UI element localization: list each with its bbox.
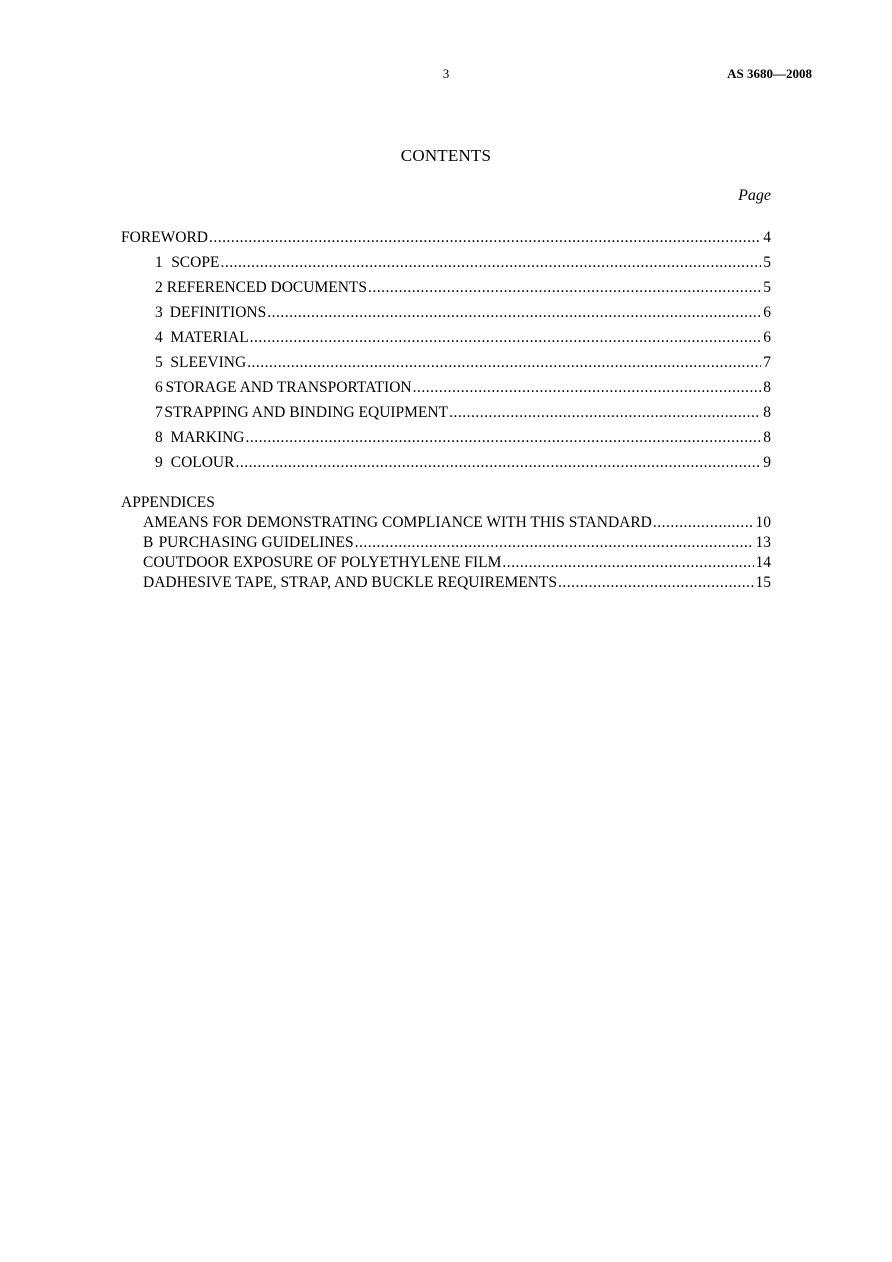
dot-leader bbox=[653, 513, 754, 533]
toc-entry-section[interactable] bbox=[155, 453, 771, 473]
toc-entry-title: STORAGE AND TRANSPORTATION bbox=[165, 379, 412, 396]
toc-entry-number: 1 bbox=[155, 254, 163, 271]
toc-entry-number: 2 bbox=[155, 279, 163, 296]
toc-entry-title: SLEEVING bbox=[170, 354, 247, 371]
page-column-label: Page bbox=[738, 187, 771, 204]
toc-entry-page: 13 bbox=[755, 534, 771, 551]
dot-leader bbox=[449, 403, 761, 423]
toc-entry-title: MEANS FOR DEMONSTRATING COMPLIANCE WITH THIS STANDARD bbox=[154, 514, 652, 531]
toc-entry-title: REFERENCED DOCUMENTS bbox=[166, 279, 367, 296]
toc-entry-number: 5 bbox=[155, 354, 163, 371]
toc-entry-number: 3 bbox=[155, 304, 163, 321]
dot-leader bbox=[558, 573, 754, 593]
toc-entry-letter: B bbox=[143, 534, 154, 551]
toc-entry-title: MARKING bbox=[170, 429, 245, 446]
toc-entry-title: DEFINITIONS bbox=[169, 304, 267, 321]
toc-entry-page: 6 bbox=[763, 329, 771, 346]
toc-entry-appendix[interactable] bbox=[143, 553, 771, 573]
dot-leader bbox=[355, 533, 754, 553]
toc-entry-title: FOREWORD bbox=[121, 229, 208, 246]
toc-entry-page: 14 bbox=[755, 554, 771, 571]
toc-entry-section[interactable] bbox=[155, 428, 771, 448]
toc-entry-section[interactable] bbox=[155, 303, 771, 323]
toc-entry-number: 8 bbox=[155, 429, 163, 446]
standard-number: AS 3680—2008 bbox=[727, 66, 812, 81]
toc-entry-letter: A bbox=[143, 514, 155, 531]
dot-leader bbox=[209, 228, 761, 248]
toc-entry-section[interactable] bbox=[155, 253, 771, 273]
toc-entry-section[interactable] bbox=[155, 378, 771, 398]
toc-entry-number: 7 bbox=[155, 404, 163, 421]
toc-entry-section[interactable] bbox=[155, 353, 771, 373]
toc-entry-section[interactable] bbox=[155, 328, 771, 348]
toc-entry-title: COLOUR bbox=[170, 454, 235, 471]
toc-entry-section[interactable] bbox=[155, 403, 771, 423]
toc-entry-page: 6 bbox=[763, 304, 771, 321]
toc-entry-section[interactable] bbox=[155, 278, 771, 298]
toc-entry-title: ADHESIVE TAPE, STRAP, AND BUCKLE REQUIREMENTS bbox=[154, 574, 557, 591]
page-number: 3 bbox=[442, 66, 450, 81]
dot-leader bbox=[220, 253, 761, 273]
toc-entry-foreword[interactable] bbox=[121, 228, 771, 248]
toc-entry-page: 10 bbox=[755, 514, 771, 531]
contents-title: CONTENTS bbox=[400, 146, 492, 165]
toc-entry-title: MATERIAL bbox=[170, 329, 249, 346]
dot-leader bbox=[246, 428, 762, 448]
toc-entry-title: STRAPPING AND BINDING EQUIPMENT bbox=[164, 404, 449, 421]
toc-entry-letter: C bbox=[143, 554, 154, 571]
toc-entry-appendix[interactable] bbox=[143, 513, 771, 533]
toc-entry-page: 8 bbox=[763, 429, 771, 446]
toc-entry-appendix[interactable] bbox=[143, 533, 771, 553]
toc-entry-page: 4 bbox=[763, 229, 771, 246]
dot-leader bbox=[413, 378, 762, 398]
toc-entry-number: 4 bbox=[155, 329, 163, 346]
toc-entry-letter: D bbox=[143, 574, 155, 591]
toc-entry-page: 5 bbox=[763, 279, 771, 296]
toc-entry-page: 7 bbox=[763, 354, 771, 371]
toc-entry-page: 15 bbox=[755, 574, 771, 591]
toc-entry-page: 5 bbox=[763, 254, 771, 271]
toc-entry-number: 6 bbox=[155, 379, 163, 396]
toc-entry-page: 8 bbox=[763, 379, 771, 396]
toc-entry-title: PURCHASING GUIDELINES bbox=[158, 534, 354, 551]
toc-entry-number: 9 bbox=[155, 454, 163, 471]
dot-leader bbox=[235, 453, 761, 473]
toc-entry-title: OUTDOOR EXPOSURE OF POLYETHYLENE FILM bbox=[153, 554, 502, 571]
appendices-heading: APPENDICES bbox=[121, 494, 215, 511]
toc-entry-title: SCOPE bbox=[171, 254, 220, 271]
dot-leader bbox=[267, 303, 761, 323]
toc-entry-page: 8 bbox=[763, 404, 771, 421]
dot-leader bbox=[502, 553, 753, 573]
dot-leader bbox=[250, 328, 762, 348]
dot-leader bbox=[247, 353, 761, 373]
dot-leader bbox=[368, 278, 761, 298]
toc-entry-appendix[interactable] bbox=[143, 573, 771, 593]
toc-entry-page: 9 bbox=[763, 454, 771, 471]
